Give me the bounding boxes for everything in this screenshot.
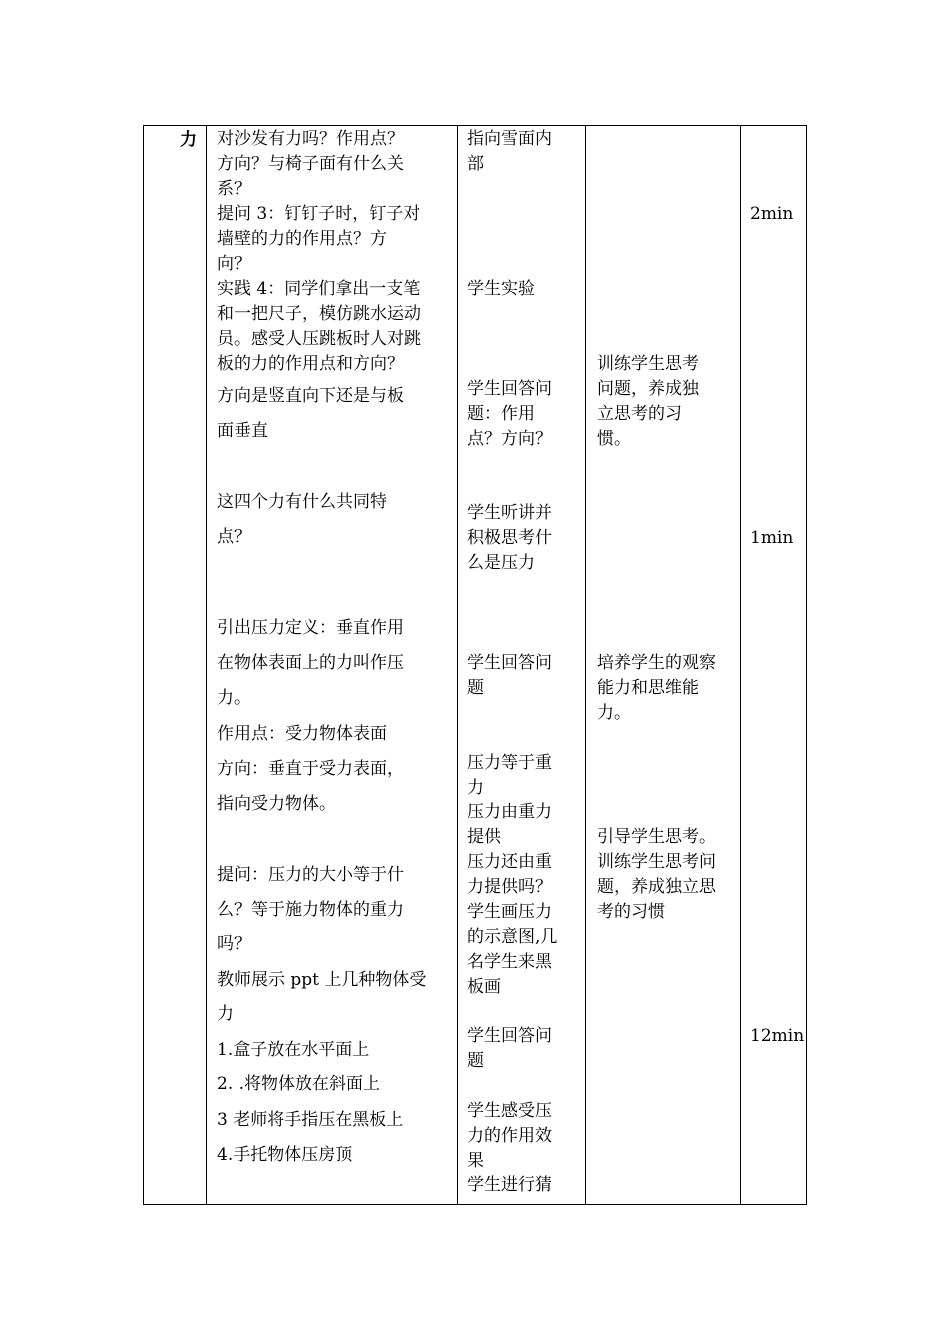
teacher-line: 员。感受人压跳板时人对跳 xyxy=(217,329,421,349)
section-label-cell xyxy=(144,126,206,1204)
teacher-line: 4.手托物体压房顶 xyxy=(217,1145,353,1165)
teacher-line: 方向是竖直向下还是与板 xyxy=(217,386,404,406)
time-value: 1min xyxy=(750,528,794,548)
section-label: 力 xyxy=(180,130,197,150)
teacher-line: 力 xyxy=(217,1004,234,1024)
teacher-line: 在物体表面上的力叫作压 xyxy=(217,653,404,673)
teacher-line: 指向受力物体。 xyxy=(217,794,336,814)
student-line: 的示意图,几 xyxy=(467,927,558,947)
teacher-line: 引出压力定义：垂直作用 xyxy=(217,618,404,638)
teacher-line: 教师展示 ppt 上几种物体受 xyxy=(217,970,427,990)
student-line: 学生听讲并 xyxy=(467,503,552,523)
intent-line: 惯。 xyxy=(597,429,631,449)
teacher-line: 提问：压力的大小等于什 xyxy=(217,865,404,885)
intent-line: 问题，养成独 xyxy=(597,379,699,399)
intent-line: 力。 xyxy=(597,703,631,723)
student-line: 压力由重力 xyxy=(467,802,552,822)
time-value: 12min xyxy=(750,1026,805,1046)
intent-line: 训练学生思考问 xyxy=(597,852,716,872)
student-line: 学生进行猜 xyxy=(467,1175,552,1195)
teacher-line: 方向？与椅子面有什么关 xyxy=(217,154,404,174)
teacher-line: 这四个力有什么共同特 xyxy=(217,492,387,512)
student-line: 部 xyxy=(467,154,484,174)
teacher-line: 板的力的作用点和方向？ xyxy=(217,354,404,374)
teacher-line: 面垂直 xyxy=(217,421,268,441)
time-value: 2min xyxy=(750,204,794,224)
teacher-line: 3 老师将手指压在黑板上 xyxy=(217,1110,404,1130)
student-line: 力提供吗？ xyxy=(467,877,552,897)
intent-line: 题，养成独立思 xyxy=(597,877,716,897)
time-cell xyxy=(741,126,808,1204)
student-line: 果 xyxy=(467,1151,484,1171)
teacher-line: 作用点：受力物体表面 xyxy=(217,724,387,744)
intent-line: 培养学生的观察 xyxy=(597,653,716,673)
student-activity-cell xyxy=(458,126,585,1204)
teacher-line: 对沙发有力吗？作用点？ xyxy=(217,129,404,149)
teacher-line: 方向：垂直于受力表面， xyxy=(217,759,404,779)
student-line: 学生回答问 xyxy=(467,379,552,399)
teacher-line: 墙壁的力的作用点？方 xyxy=(217,229,387,249)
lesson-plan-table xyxy=(143,125,807,1205)
intent-line: 考的习惯 xyxy=(597,902,665,922)
student-line: 指向雪面内 xyxy=(467,129,552,149)
teacher-line: 2. .将物体放在斜面上 xyxy=(217,1074,381,1094)
teacher-line: 点？ xyxy=(217,527,251,547)
student-line: 力的作用效 xyxy=(467,1126,552,1146)
student-line: 压力还由重 xyxy=(467,852,552,872)
intent-line: 能力和思维能 xyxy=(597,678,699,698)
student-line: 压力等于重 xyxy=(467,753,552,773)
teacher-line: 吗？ xyxy=(217,934,251,954)
student-line: 学生回答问 xyxy=(467,653,552,673)
student-line: 学生画压力 xyxy=(467,902,552,922)
teacher-line: 1.盒子放在水平面上 xyxy=(217,1040,370,1060)
student-line: 学生感受压 xyxy=(467,1101,552,1121)
teacher-line: 和一把尺子，模仿跳水运动 xyxy=(217,304,421,324)
teacher-line: 提问 3：钉钉子时，钉子对 xyxy=(217,204,421,224)
teacher-line: 系？ xyxy=(217,179,251,199)
student-line: 么是压力 xyxy=(467,553,535,573)
student-line: 板画 xyxy=(467,977,501,997)
teacher-line: 实践 4：同学们拿出一支笔 xyxy=(217,279,421,299)
student-line: 学生回答问 xyxy=(467,1026,552,1046)
student-line: 题：作用 xyxy=(467,404,535,424)
student-line: 名学生来黑 xyxy=(467,952,552,972)
teacher-line: 力。 xyxy=(217,688,251,708)
teacher-line: 向？ xyxy=(217,254,251,274)
student-line: 点？方向？ xyxy=(467,429,552,449)
student-line: 题 xyxy=(467,678,484,698)
design-intent-cell xyxy=(586,126,740,1204)
intent-line: 训练学生思考 xyxy=(597,354,699,374)
student-line: 力 xyxy=(467,778,484,798)
teacher-line: 么？等于施力物体的重力 xyxy=(217,900,404,920)
intent-line: 引导学生思考。 xyxy=(597,827,716,847)
student-line: 积极思考什 xyxy=(467,528,552,548)
intent-line: 立思考的习 xyxy=(597,404,682,424)
student-line: 学生实验 xyxy=(467,279,535,299)
teacher-activity-cell xyxy=(207,126,457,1204)
student-line: 题 xyxy=(467,1051,484,1071)
student-line: 提供 xyxy=(467,827,501,847)
